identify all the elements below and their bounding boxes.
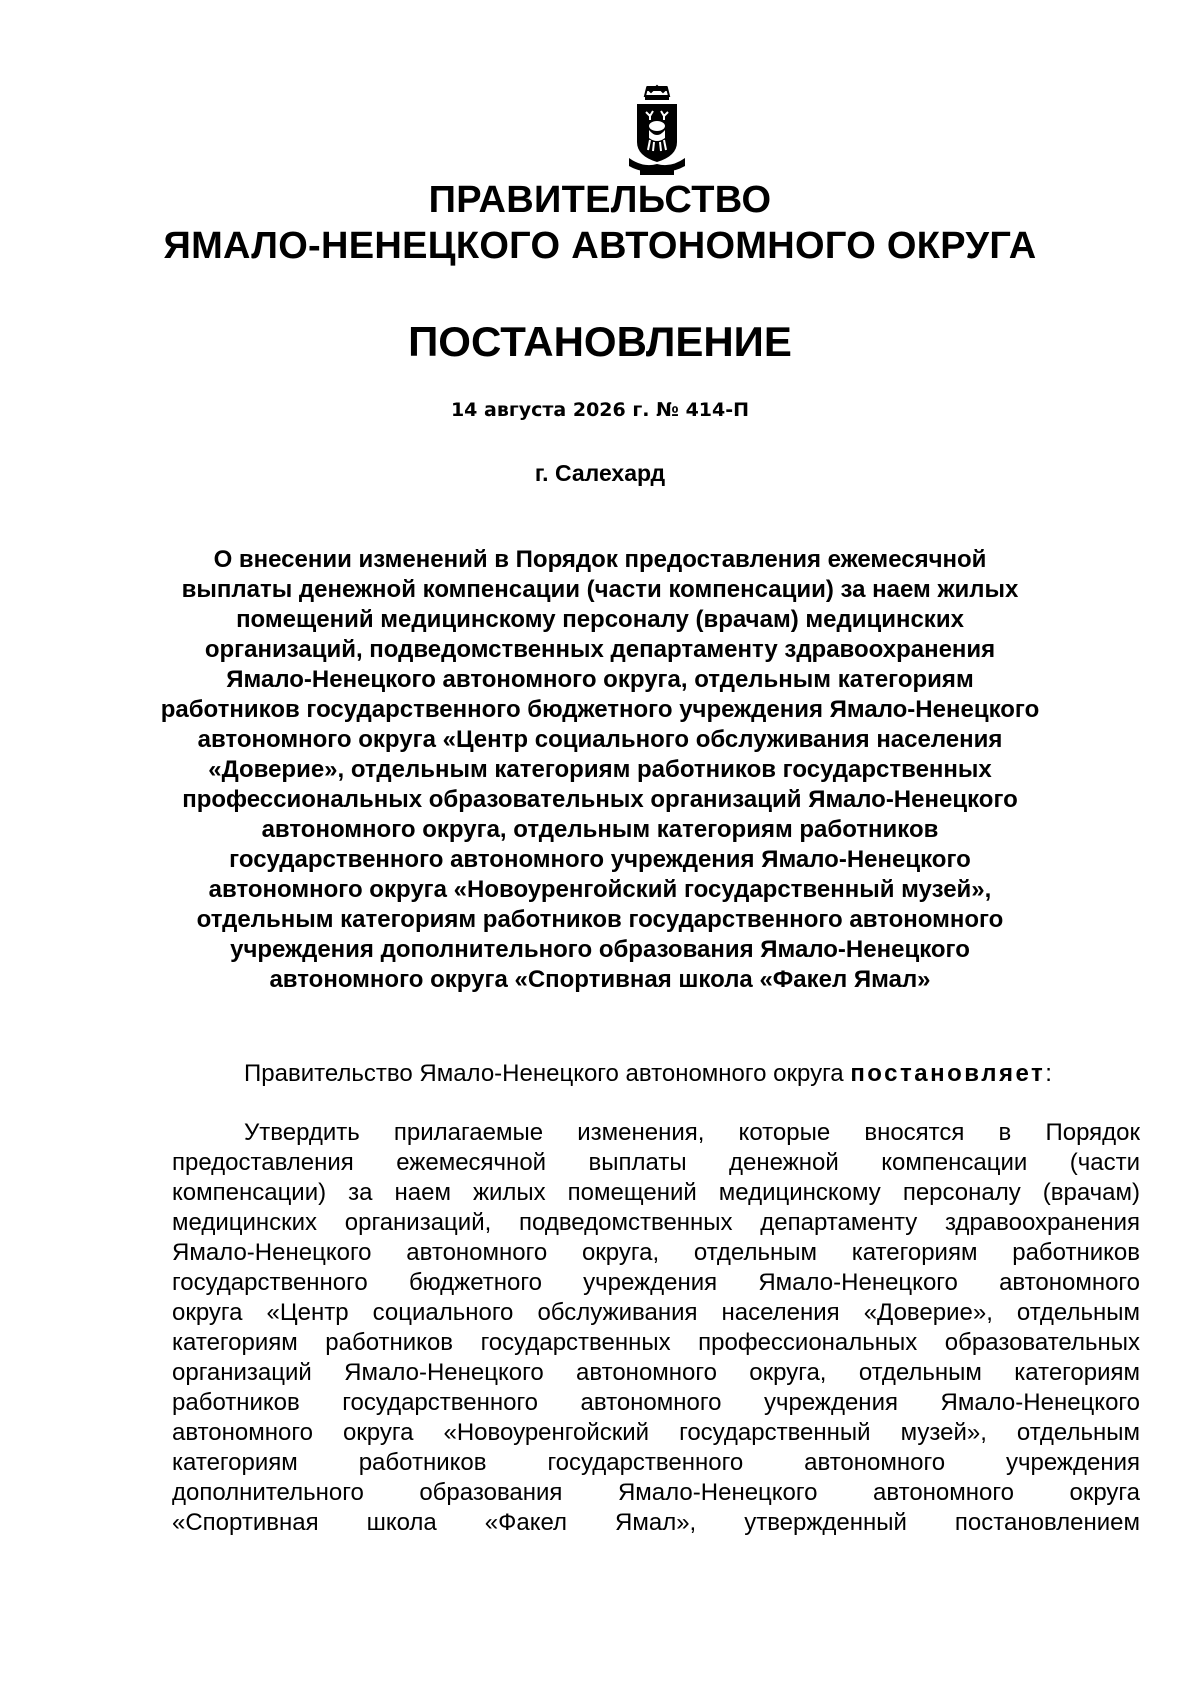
- subject-line: Ямало-Ненецкого автономного округа, отдельным категориям: [226, 666, 974, 693]
- resolves-keyword: постановляет: [850, 1060, 1046, 1087]
- subject-line: работников государственного бюджетного учреждения Ямало-Ненецкого: [160, 696, 1040, 723]
- body-line: «Спортивная школа «Факел Ямал», утвержденный постановлением: [172, 1509, 1140, 1536]
- preamble-paragraph: [244, 1059, 1052, 1089]
- body-line: автономного округа «Новоуренгойский государственный музей», отдельным: [172, 1419, 1140, 1446]
- body-line: медицинских организаций, подведомственных департаменту здравоохранения: [172, 1209, 1140, 1236]
- body-line: дополнительного образования Ямало-Ненецкого автономного округа: [172, 1479, 1140, 1506]
- body-line: категориям работников государственного автономного учреждения: [172, 1449, 1140, 1476]
- subject-line: отдельным категориям работников государственного автономного: [196, 906, 1004, 933]
- subject-line: помещений медицинскому персоналу (врачам) медицинских: [236, 606, 964, 633]
- body-line: Утвердить прилагаемые изменения, которые вносятся в Порядок: [244, 1119, 1140, 1146]
- body-line: компенсации) за наем жилых помещений медицинскому персоналу (врачам): [172, 1179, 1140, 1206]
- subject-line: учреждения дополнительного образования Ямало-Ненецкого: [230, 936, 970, 963]
- body-line: предоставления ежемесячной выплаты денежной компенсации (части: [172, 1149, 1140, 1176]
- body-line: категориям работников государственных профессиональных образовательных: [172, 1329, 1140, 1356]
- subject-line: государственного автономного учреждения Ямало-Ненецкого: [229, 846, 971, 873]
- subject-line: автономного округа «Спортивная школа «Факел Ямал»: [269, 966, 931, 993]
- body-paragraph: [172, 1118, 1140, 1538]
- subject-line: организаций, подведомственных департаменту здравоохранения: [204, 636, 996, 663]
- government-title: ПРАВИТЕЛЬСТВО: [428, 179, 772, 221]
- document-subject: [160, 545, 1040, 995]
- preamble-text: Правительство Ямало-Ненецкого автономного округа: [244, 1060, 851, 1087]
- government-region: ЯМАЛО-НЕНЕЦКОГО АВТОНОМНОГО ОКРУГА: [163, 225, 1037, 267]
- document-type: ПОСТАНОВЛЕНИЕ: [408, 318, 792, 365]
- body-line: работников государственного автономного учреждения Ямало-Ненецкого: [172, 1389, 1140, 1416]
- subject-line: О внесении изменений в Порядок предоставления ежемесячной: [213, 546, 987, 573]
- body-line: Ямало-Ненецкого автономного округа, отдельным категориям работников: [172, 1239, 1140, 1266]
- body-line: государственного бюджетного учреждения Ямало-Ненецкого автономного: [172, 1269, 1140, 1296]
- body-line: округа «Центр социального обслуживания населения «Доверие», отдельным: [172, 1299, 1140, 1326]
- subject-line: автономного округа, отдельным категориям работников: [261, 816, 939, 843]
- yamal-nenets-coat-of-arms-icon: [628, 84, 686, 176]
- preamble-colon: :: [1045, 1060, 1052, 1087]
- subject-line: автономного округа «Центр социального обслуживания населения: [197, 726, 1003, 753]
- date-number: 14 августа 2026 г. № 414-П: [450, 399, 750, 421]
- subject-line: выплаты денежной компенсации (части компенсации) за наем жилых: [181, 576, 1019, 603]
- subject-line: «Доверие», отдельным категориям работников государственных: [208, 756, 992, 783]
- subject-line: профессиональных образовательных организаций Ямало-Ненецкого: [182, 786, 1018, 813]
- body-line: организаций Ямало-Ненецкого автономного округа, отдельным категориям: [172, 1359, 1140, 1386]
- subject-line: автономного округа «Новоуренгойский государственный музей»,: [208, 876, 992, 903]
- city: г. Салехард: [534, 460, 666, 486]
